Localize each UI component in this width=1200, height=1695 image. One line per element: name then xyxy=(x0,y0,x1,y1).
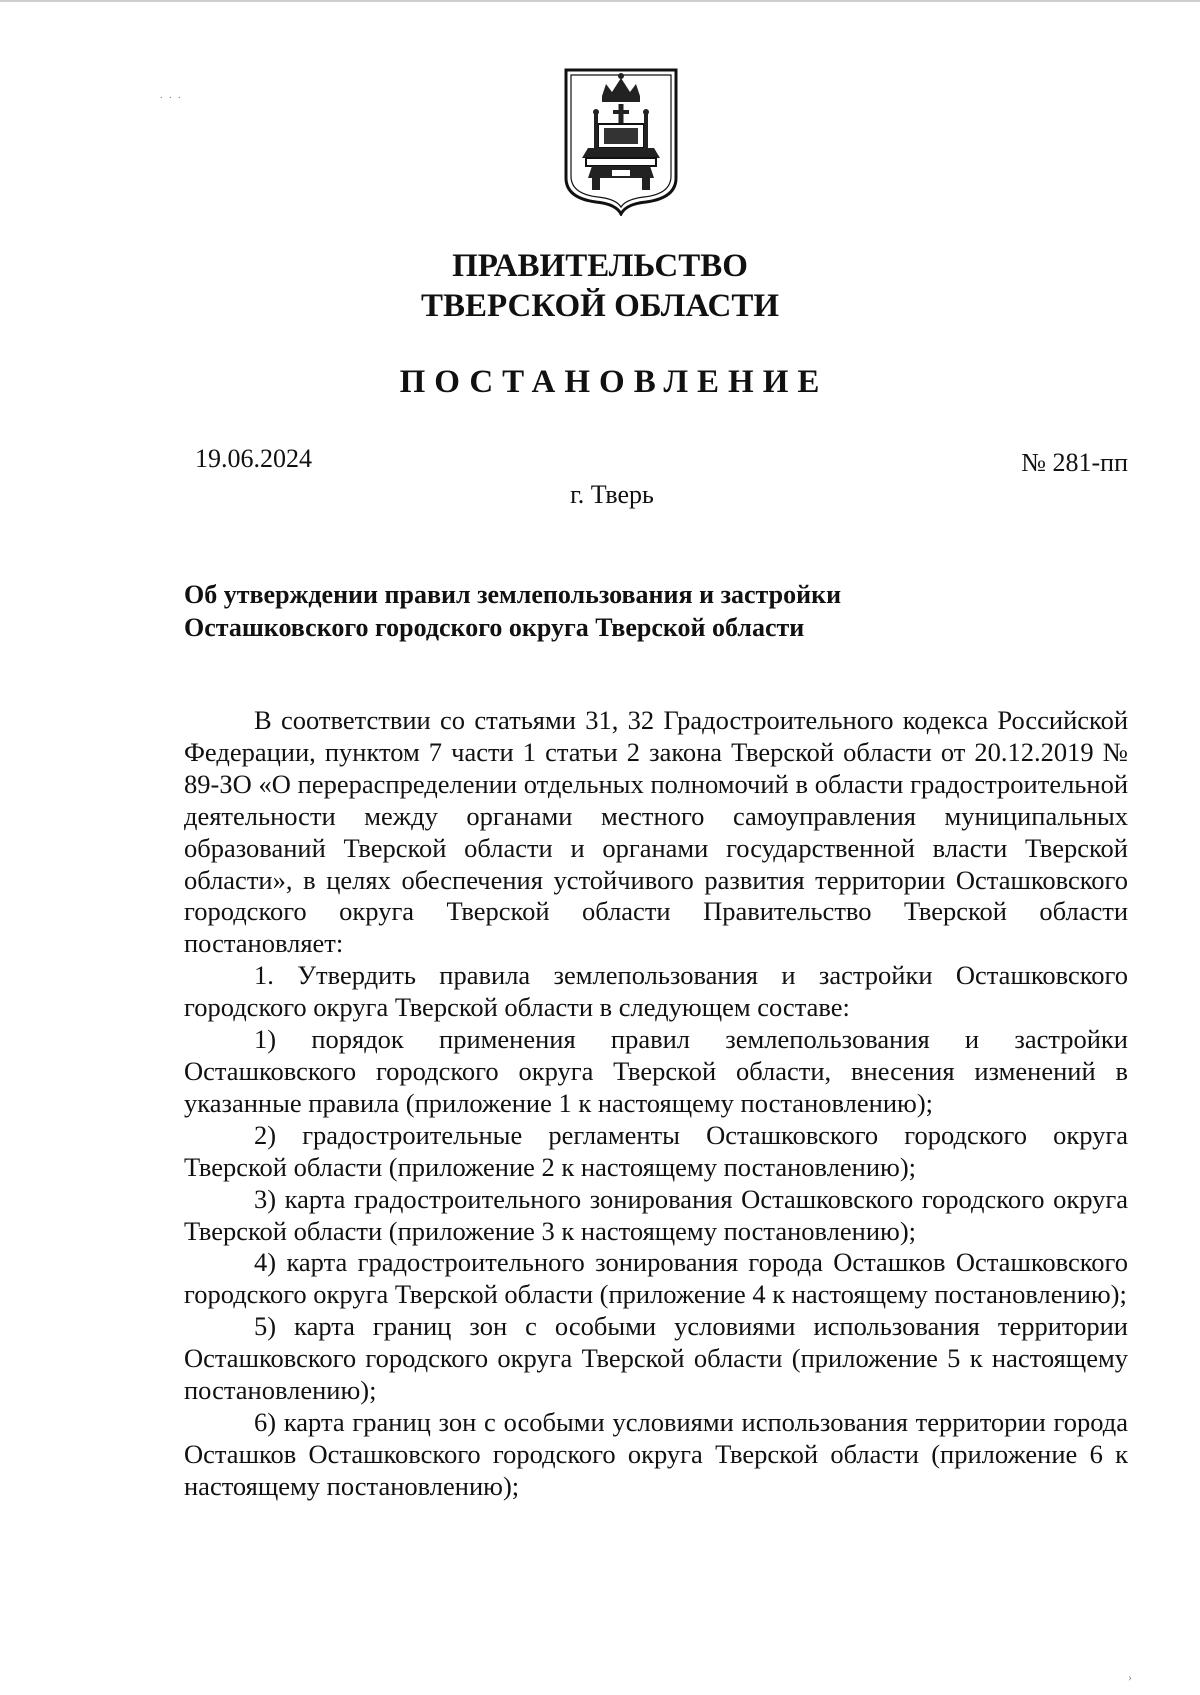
document-type: ПОСТАНОВЛЕНИЕ xyxy=(399,364,829,400)
subject-line1: Об утверждении правил землепользования и застройки xyxy=(184,580,842,609)
government-name-line2: ТВЕРСКОЙ ОБЛАСТИ xyxy=(420,288,780,324)
item-1-paragraph: 1. Утвердить правила землепользования и застройки Осташковского городского округа Тверской области в следующем составе: xyxy=(184,960,1128,1023)
scan-artifact: . . . xyxy=(160,90,183,101)
subitem-2-paragraph: 2) градостроительные регламенты Осташковского городского округа Тверской области (приложение 2 к настоящему постановлению); xyxy=(184,1119,1128,1182)
government-name xyxy=(0,246,1200,326)
document-body xyxy=(184,705,1128,1503)
scan-artifact-mark: › xyxy=(1128,1670,1132,1684)
government-name-line1: ПРАВИТЕЛЬСТВО xyxy=(452,248,748,284)
subitem-4-paragraph: 4) карта градостроительного зонирования города Осташков Осташковского городского округа Тверской области (приложение 4 к настоящему постановлению); xyxy=(184,1247,1128,1310)
subitem-1-paragraph: 1) порядок применения правил землепользования и застройки Осташковского городского округа Тверской области, внесения изменений в указанные правила (приложение 1 к настоящему постановлению); xyxy=(184,1024,1128,1118)
scan-edge-line xyxy=(0,0,1200,2)
document-number: № 281-пп xyxy=(1021,448,1128,477)
tver-coat-of-arms-icon xyxy=(562,66,680,216)
subject-line2: Осташковского городского округа Тверской области xyxy=(184,613,805,642)
subitem-6-paragraph: 6) карта границ зон с особыми условиями использования территории города Осташков Осташковского городского округа Тверской области (приложение 6 к настоящему постановлению); xyxy=(184,1406,1128,1501)
document-date: 19.06.2024 xyxy=(195,444,312,473)
subitem-3-paragraph: 3) карта градостроительного зонирования Осташковского городского округа Тверской области (приложение 3 к настоящему постановлению); xyxy=(184,1183,1128,1246)
subitem-5-paragraph: 5) карта границ зон с особыми условиями использования территории Осташковского городского округа Тверской области (приложение 5 к настоящему постановлению); xyxy=(184,1311,1128,1406)
document-subject xyxy=(184,578,1084,644)
document-place: г. Тверь xyxy=(570,480,654,509)
preamble-paragraph: В соответствии со статьями 31, 32 Градостроительного кодекса Российской Федерации, пунктом 7 части 1 статьи 2 закона Тверской области от 20.12.2019 № 89-ЗО «О перераспределении отдельных полномочий в области градостроительной деятельности между органами местного самоуправления муниципальных образований Тверской области и органами государственной власти Тверской области», в целях обеспечения устойчивого развития территории Осташковского городского округа Тверской области Правительство Тверской области постановляет: xyxy=(184,705,1128,959)
